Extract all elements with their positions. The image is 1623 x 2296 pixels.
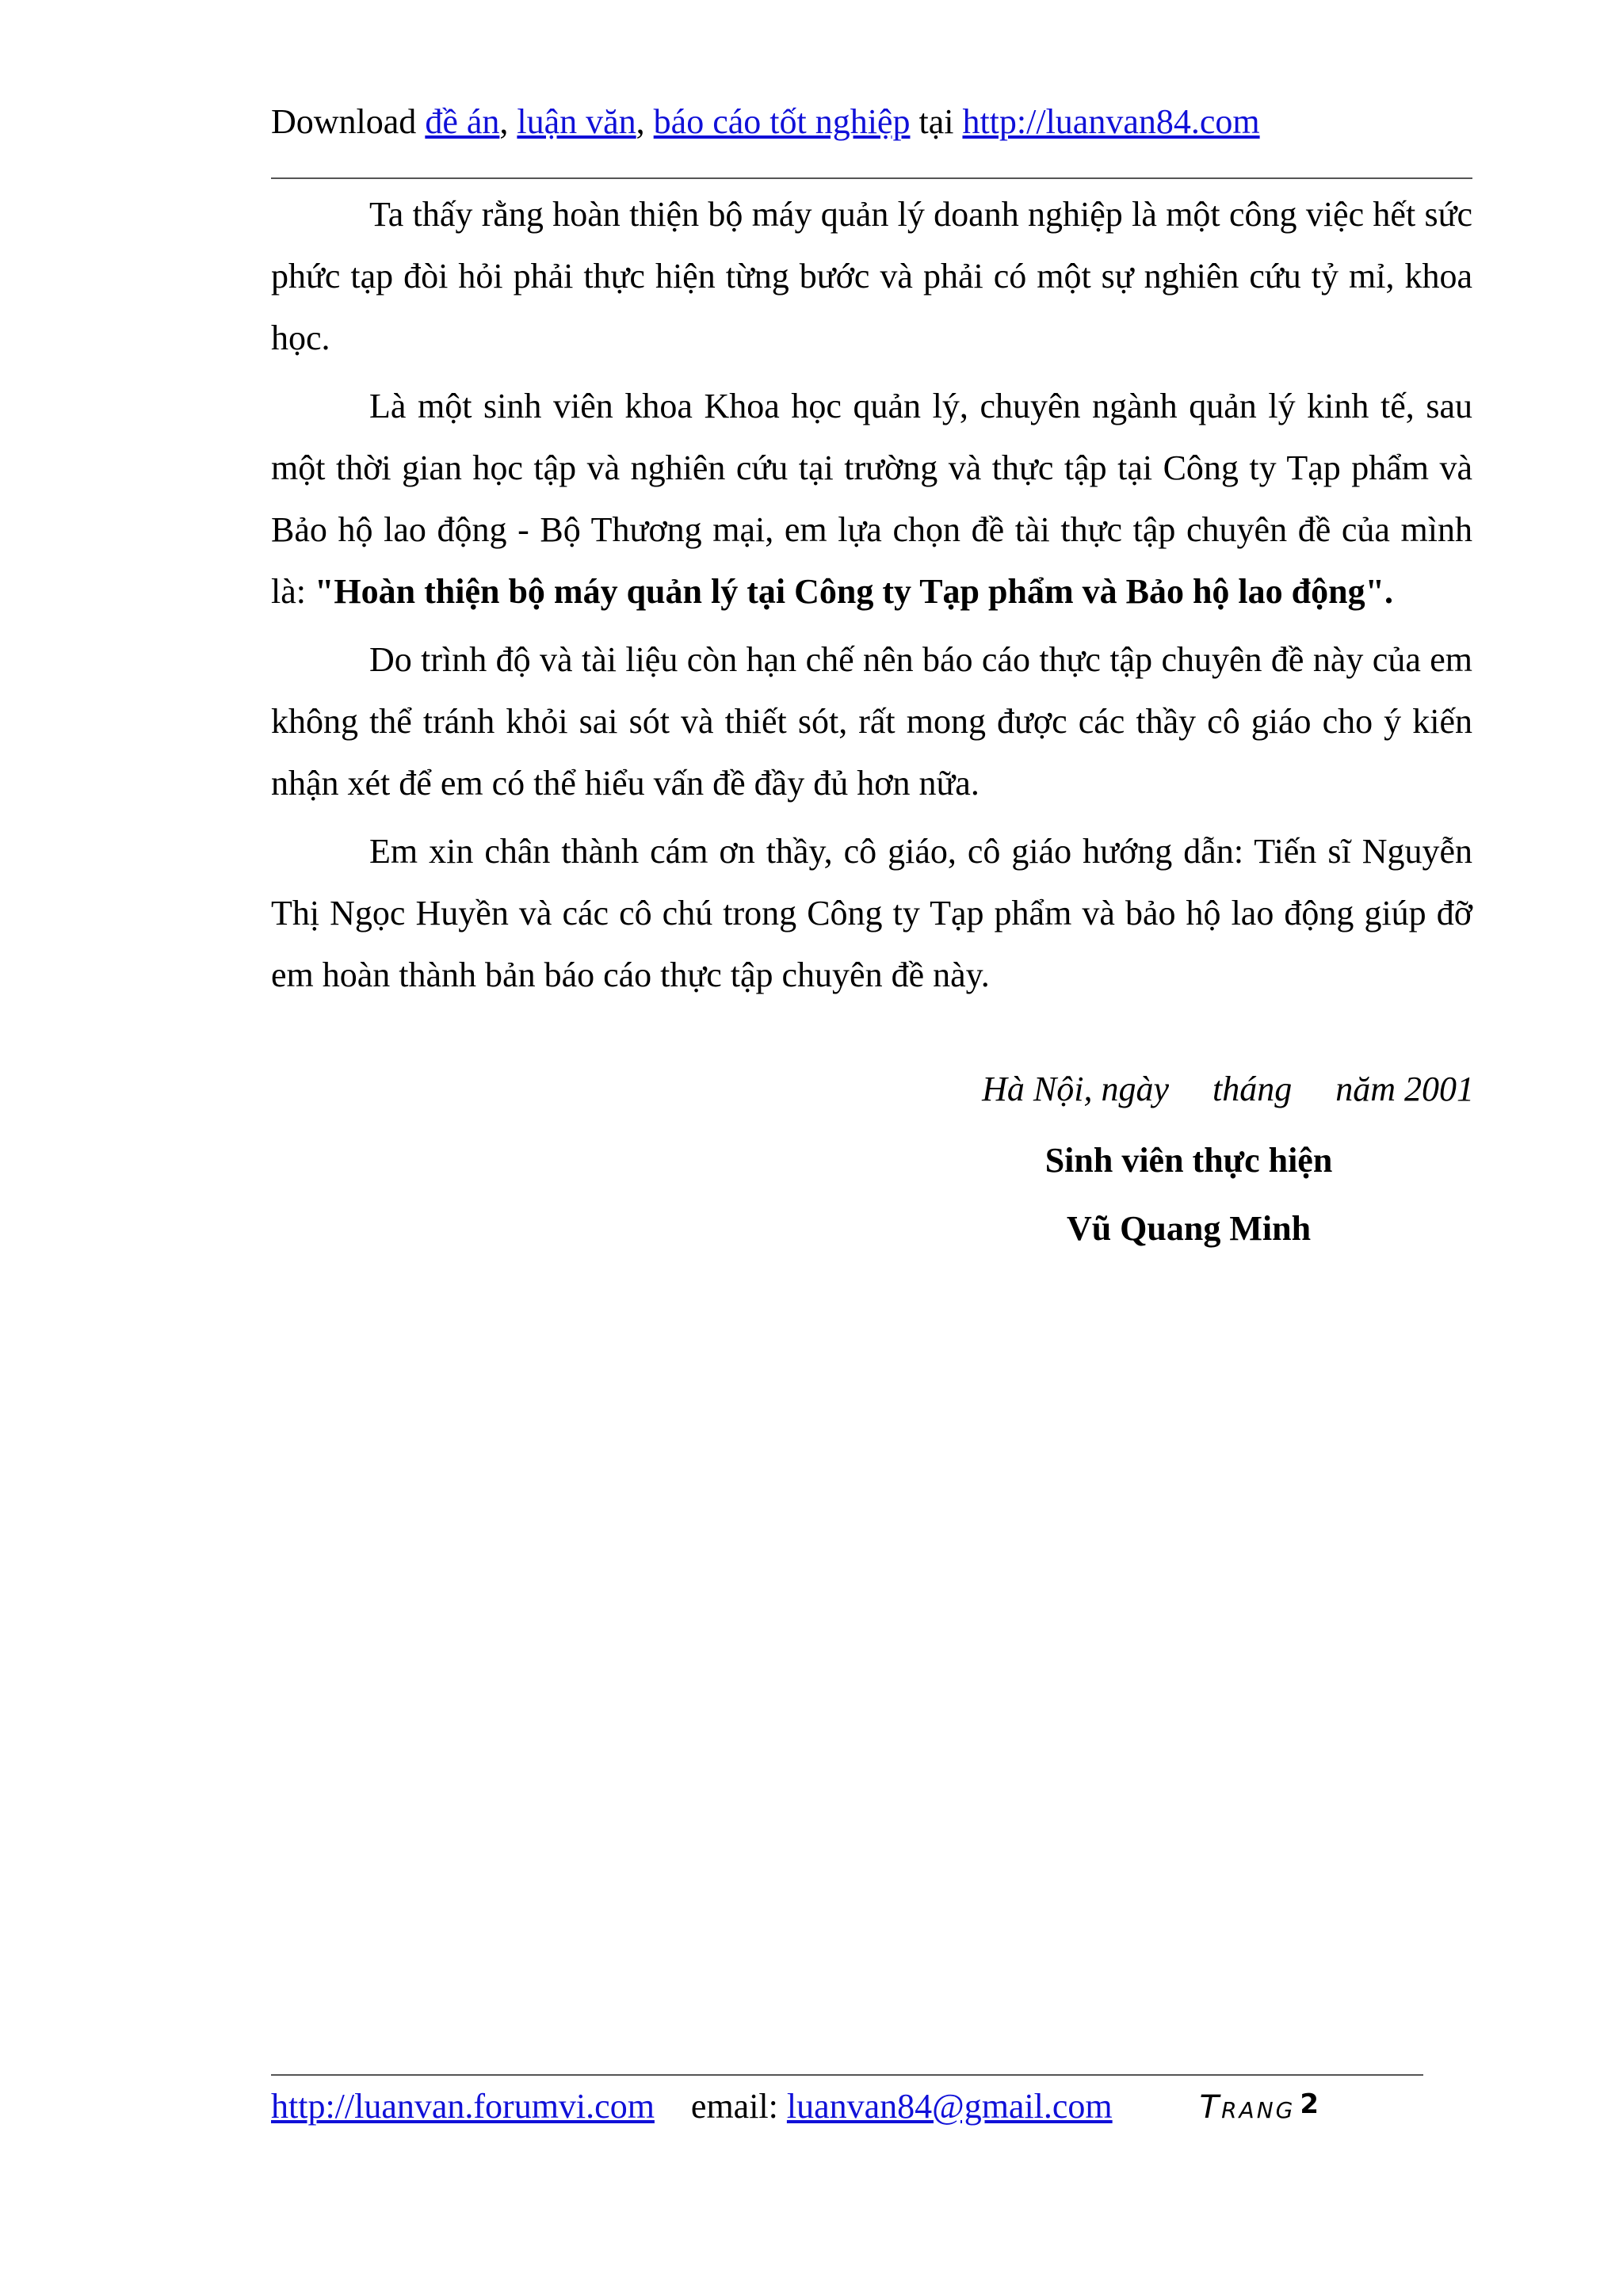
paragraph-1: Ta thấy rằng hoàn thiện bộ máy quản lý doanh nghiệp là một công việc hết sức phức tạp đòi hỏi phải thực hiện từng bước và phải có một sự nghiên cứu tỷ mỉ, khoa học.: [271, 195, 1472, 357]
header-link-bao-cao[interactable]: báo cáo tốt nghiệp: [653, 102, 911, 141]
header-link-luan-van[interactable]: luận văn: [517, 102, 636, 141]
page-number: 2: [1300, 2088, 1319, 2120]
page-footer: [271, 2076, 1476, 2136]
signer-name: Vũ Quang Minh: [1066, 1209, 1312, 1248]
header-separator-1: ,: [499, 102, 517, 141]
page-label: Trang: [1199, 2089, 1296, 2126]
footer-email-label: email:: [690, 2087, 787, 2126]
paragraph-2: [271, 376, 1472, 623]
footer-website-link[interactable]: http://luanvan.forumvi.com: [271, 2087, 655, 2126]
page-header: [271, 93, 1476, 151]
header-link-de-an[interactable]: đề án: [425, 102, 500, 141]
header-link-website[interactable]: http://luanvan84.com: [962, 102, 1260, 141]
footer-email-link[interactable]: luanvan84@gmail.com: [786, 2087, 1113, 2126]
header-middle: tại: [910, 102, 963, 141]
document-body: [271, 177, 1472, 1006]
paragraph-2-text: Là một sinh viên khoa Khoa học quản lý, chuyên ngành quản lý kinh tế, sau một thời gian học tập và nghiên cứu tại trường và thực tập tại Công ty Tạp phẩm và Bảo hộ lao động - Bộ Thương mại, em lựa chọn đề tài thực tập chuyên đề của mình là:: [271, 387, 1472, 611]
thesis-title: "Hoàn thiện bộ máy quản lý tại Công ty Tạp phẩm và Bảo hộ lao động".: [314, 572, 1394, 611]
header-separator-2: ,: [636, 102, 654, 141]
signature-date: Hà Nội, ngày tháng năm 2001: [982, 1070, 1474, 1108]
paragraph-3: Do trình độ và tài liệu còn hạn chế nên báo cáo thực tập chuyên đề này của em không thể tránh khỏi sai sót và thiết sót, rất mong được các thầy cô giáo cho ý kiến nhận xét để em có thể hiểu vấn đề đầy đủ hơn nữa.: [271, 640, 1472, 803]
paragraph-4: Em xin chân thành cám ơn thầy, cô giáo, cô giáo hướng dẫn: Tiến sĩ Nguyễn Thị Ngọc Huyền và các cô chú trong Công ty Tạp phẩm và bảo hộ lao động giúp đỡ em hoàn thành bản báo cáo thực tập chuyên đề này.: [271, 832, 1472, 994]
signer-role: Sinh viên thực hiện: [1044, 1141, 1333, 1180]
header-prefix: Download: [271, 102, 426, 141]
